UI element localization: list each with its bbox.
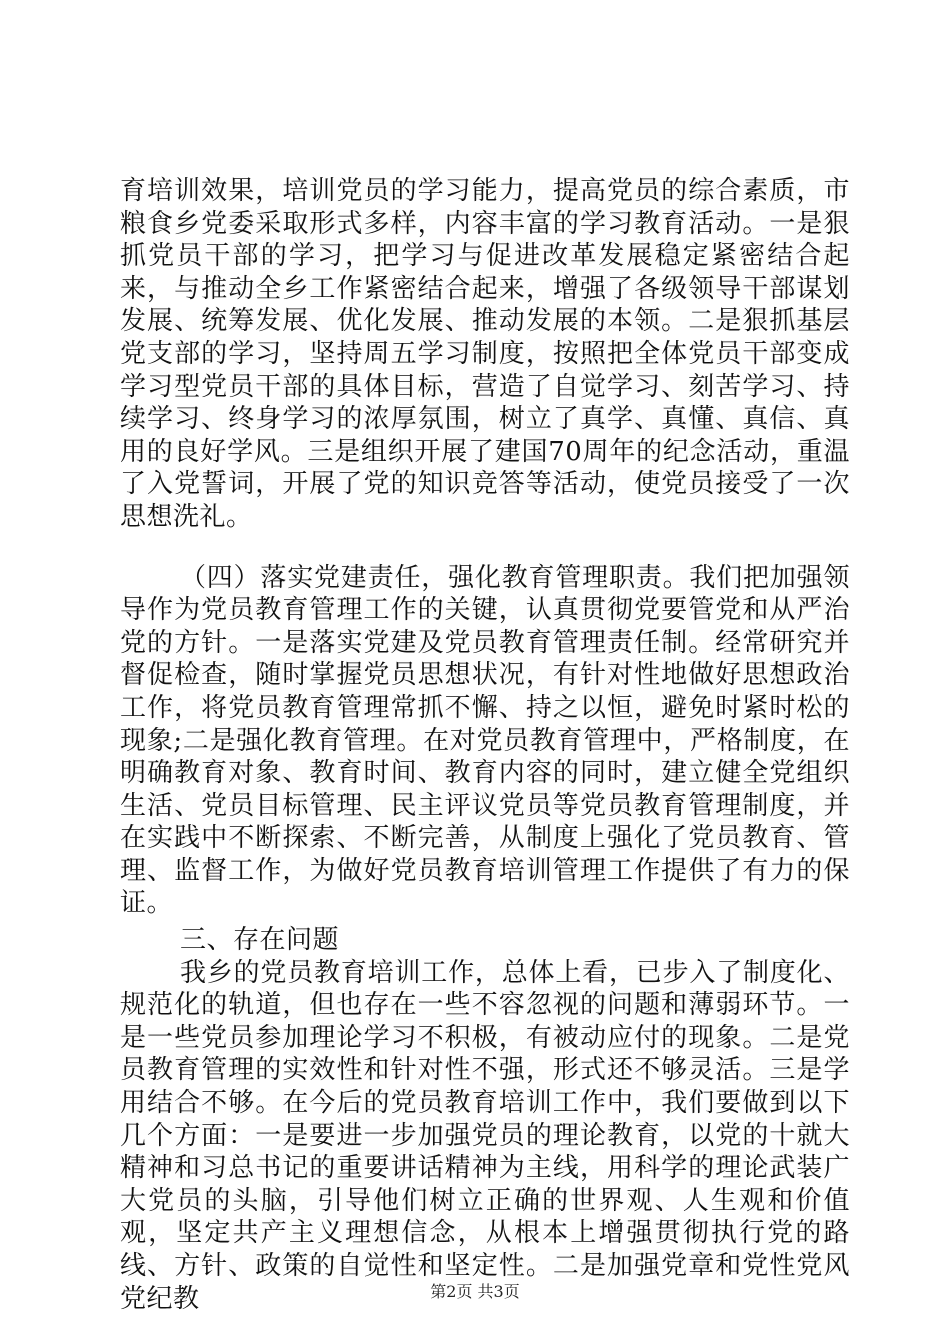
paragraph-existing-problems: 我乡的党员教育培训工作，总体上看，已步入了制度化、规范化的轨道，但也存在一些不容忽视的问题和薄弱环节。一是一些党员参加理论学习不积极，有被动应付的现象。二是党员教育管理的实效性和针对性不强，形式还不够灵活。三是学用结合不够。在今后的党员教育培训工作中，我们要做到以下几个方面：一是要进一步加强党员的理论教育，以党的十就大精神和习总书记的重要讲话精神为主线，用科学的理论武装广大党员的头脑，引导他们树立正确的世界观、人生观和价值观，坚定共产主义理想信念，从根本上增强贯彻执行党的路线、方针、政策的自觉性和坚定性。二是加强党章和党性党风党纪教	[120, 957, 850, 1314]
paragraph-training-activities: 育培训效果，培训党员的学习能力，提高党员的综合素质，市粮食乡党委采取形式多样，内容丰富的学习教育活动。一是狠抓党员干部的学习，把学习与促进改革发展稳定紧密结合起来，与推动全乡工作紧密结合起来，增强了各级领导干部谋划发展、统筹发展、优化发展、推动发展的本领。二是狠抓基层党支部的学习，坚持周五学习制度，按照把全体党员干部变成学习型党员干部的具体目标，营造了自觉学习、刻苦学习、持续学习、终身学习的浓厚氛围，树立了真学、真懂、真信、真用的良好学风。三是组织开展了建国70周年的纪念活动，重温了入党誓词，开展了党的知识竞答等活动，使党员接受了一次思想洗礼。	[120, 176, 850, 532]
paragraph-party-responsibility: （四）落实党建责任，强化教育管理职责。我们把加强领导作为党员教育管理工作的关键，认真贯彻党要管党和从严治党的方针。一是落实党建及党员教育管理责任制。经常研究并督促检查，随时掌握党员思想状况，有针对性地做好思想政治工作，将党员教育管理常抓不懈、持之以恒，避免时紧时松的现象;二是强化教育管理。在对党员教育管理中，严格制度，在明确教育对象、教育时间、教育内容的同时，建立健全党组织生活、党员目标管理、民主评议党员等党员教育管理制度，并在实践中不断探索、不断完善，从制度上强化了党员教育、管理、监督工作，为做好党员教育培训管理工作提供了有力的保证。	[120, 562, 850, 919]
document-body	[120, 175, 850, 1315]
page-number-footer: 第2页 共3页	[430, 1282, 520, 1301]
section-heading-existing-problems: 三、存在问题	[180, 925, 340, 956]
